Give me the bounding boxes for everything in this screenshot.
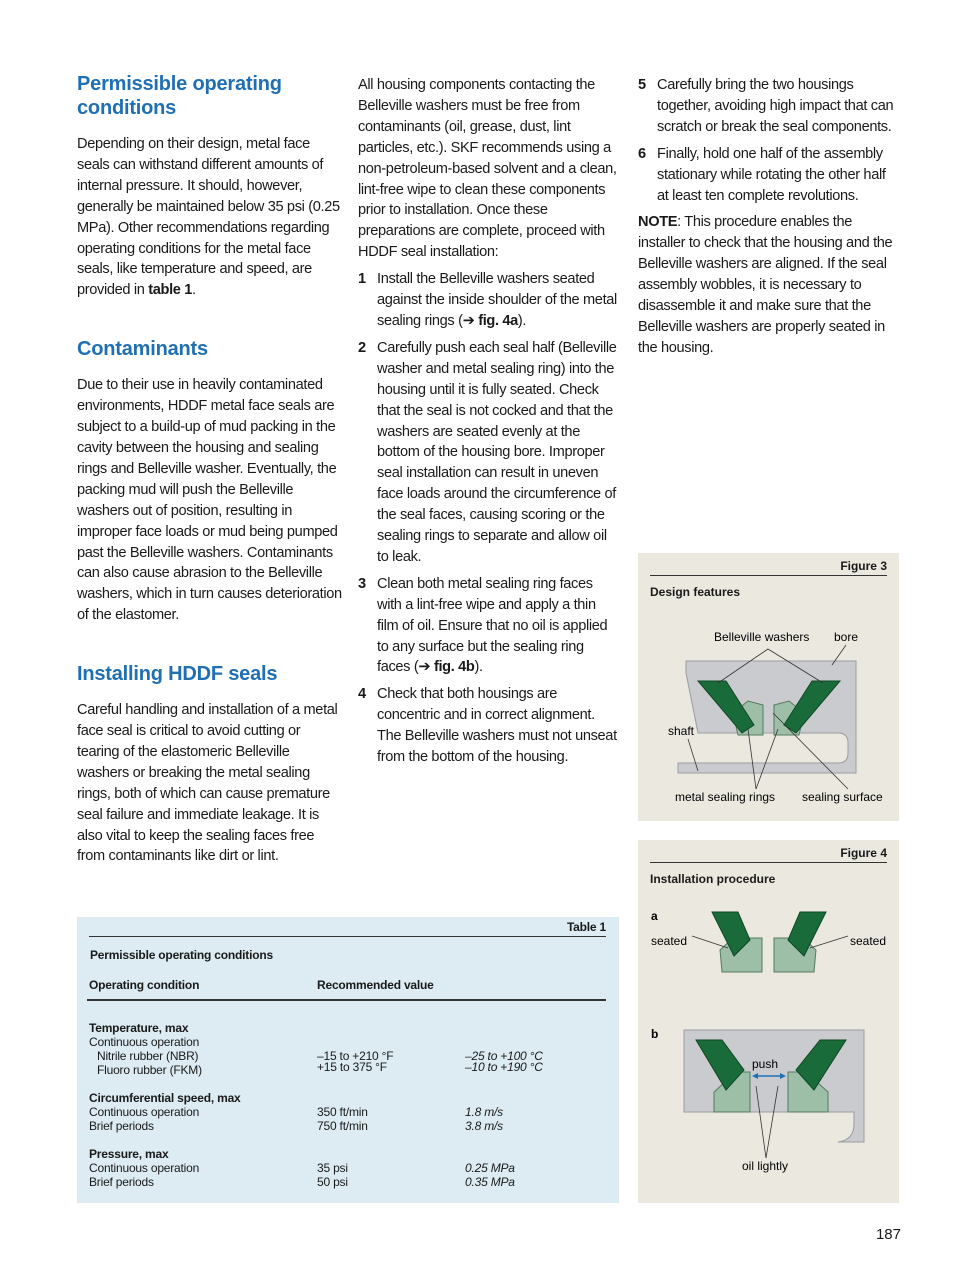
table-group-speed xyxy=(89,1091,609,1133)
paragraph-contaminants: Due to their use in heavily contaminated environments, HDDF metal face seals are subject to a build-up of mud packing in the cavity between the housing and sealing rings and Belleville washer. Eventually, the packing mud will push the Belleville washers out of position, resulting in improper face loads or mud being pumped past the Belleville washers. Contaminants can also cause abrasion to the Belleville washers, which in turn causes deterioration of the elastomer. xyxy=(77,377,342,624)
table-row: Nitrile rubber (NBR) –15 to +210 °F –25 to +100 °C xyxy=(97,1049,543,1063)
middle-column xyxy=(358,75,620,774)
table-row: Brief periods 50 psi 0.35 MPa xyxy=(89,1175,515,1189)
label-rings: metal sealing rings xyxy=(675,790,776,804)
installation-steps-list xyxy=(358,269,620,768)
paragraph-text: Depending on their design, metal face seals can withstand different amounts of internal pressure. It should, however, generally be maintained below 35 psi (0.25 MPa). Other recommendations regarding operating conditions for the metal face seals, like temperature and speed, are provided in xyxy=(77,136,340,299)
table-row: Continuous operation 350 ft/min 1.8 m/s xyxy=(89,1105,503,1119)
table-reference-link[interactable]: table 1 xyxy=(148,282,193,299)
label-oil: oil lightly xyxy=(742,1159,789,1173)
label-shaft: shaft xyxy=(668,724,695,738)
label-seated-right: seated xyxy=(850,934,887,948)
leader-line xyxy=(748,729,756,789)
figure-label: Figure 4 xyxy=(840,846,887,860)
panel-b-label: b xyxy=(651,1027,659,1041)
housing-shape xyxy=(678,661,856,773)
label-bore: bore xyxy=(834,630,859,644)
table-header-rule xyxy=(87,999,606,1001)
paragraph-housing-intro: All housing components contacting the Belleville washers must be free from contaminants (oil, grease, dust, lint particles, etc.). SKF recommends using a non-petroleum-based solvent and a clean, lint-free wipe to clean these components prior to installation. Once these preparations are complete, proceed with HDDF seal installation: xyxy=(358,77,617,261)
column-header-value: Recommended value xyxy=(317,978,434,992)
table-row: Fluoro rubber (FKM) +15 to 375 °F –10 to +190 °C xyxy=(97,1060,543,1077)
left-column xyxy=(77,72,342,867)
list-item: 3 Clean both metal sealing ring faces with a lint-free wipe and apply a thin film of oil. Ensure that no oil is applied to any surface but the sealing ring faces (➔ fig. 4b). xyxy=(358,575,608,676)
list-item: 2 Carefully push each seal half (Belleville washer and metal sealing ring) into the housing until it is fully seated. Check that the seal is not cocked and that the washers are seated evenly at the bottom of the housing bore. Improper seal installation can result in uneven face loads around the circumference of the seal faces, causing scoring or the sealing rings to separate and allow oil to leak. xyxy=(358,339,617,565)
right-column xyxy=(638,75,900,359)
table-1 xyxy=(77,917,619,1203)
heading-operating-conditions: Permissible operating conditions xyxy=(77,73,282,119)
panel-a-label: a xyxy=(651,909,658,923)
list-item: 4 Check that both housings are concentric and in correct alignment. The Belleville washers must not unseat from the bottom of the housing. xyxy=(358,686,617,766)
label-seated-left: seated xyxy=(651,934,688,948)
installation-procedure-diagram xyxy=(638,840,899,1203)
table-group-pressure xyxy=(89,1147,609,1189)
fig-reference-link[interactable]: ➔ fig. 4a xyxy=(462,312,518,329)
leader-line xyxy=(692,936,728,948)
paragraph-tail: . xyxy=(192,282,196,299)
leader-line xyxy=(756,729,778,789)
table-row: Brief periods 750 ft/min 3.8 m/s xyxy=(89,1119,503,1133)
table-title: Permissible operating conditions xyxy=(90,948,273,962)
paragraph-installing: Careful handling and installation of a metal face seal is critical to avoid cutting or tearing of the elastomeric Belleville washers or breaking the metal sealing rings, both of which can cause premature seal failure and immediate leakage. It is also vital to keep the sealing faces free from contaminants like dirt or lint. xyxy=(77,702,338,865)
group-heading: Temperature, max xyxy=(89,1021,189,1035)
column-header-condition: Operating condition xyxy=(89,978,200,992)
list-item: 5 Carefully bring the two housings together, avoiding high impact that can scratch or break the seal components. xyxy=(638,77,894,135)
figure-3 xyxy=(638,553,899,821)
figure-title: Installation procedure xyxy=(650,872,776,886)
group-heading: Pressure, max xyxy=(89,1147,169,1161)
table-row: Continuous operation 35 psi 0.25 MPa xyxy=(89,1161,515,1175)
note-label: NOTE xyxy=(638,214,678,231)
figure-label: Figure 3 xyxy=(840,559,887,573)
design-features-diagram xyxy=(638,553,899,821)
figure-title: Design features xyxy=(650,585,741,599)
table-body xyxy=(89,1021,609,1189)
page-number: 187 xyxy=(875,1226,901,1243)
note-paragraph: NOTE: This procedure enables the installer to check that the housing and the Belleville washers are aligned. If the seal assembly wobbles, it is necessary to disassemble it and make sure that the Belleville washers are properly seated in the housing. xyxy=(638,214,893,356)
table-top-rule xyxy=(89,936,606,937)
figure-4 xyxy=(638,840,899,1203)
group-heading: Circumferential speed, max xyxy=(89,1091,241,1105)
heading-contaminants: Contaminants xyxy=(77,338,208,361)
fig-reference-link[interactable]: ➔ fig. 4b xyxy=(418,659,475,676)
leader-line xyxy=(810,936,848,948)
label-surface: sealing surface xyxy=(802,790,883,804)
list-item: 6 Finally, hold one half of the assembly stationary while rotating the other half at least ten complete revolutions. xyxy=(638,145,886,204)
label-push: push xyxy=(752,1057,779,1071)
table-group-temperature xyxy=(89,1021,609,1077)
list-item: 1 Install the Belleville washers seated against the inside shoulder of the metal sealing rings (➔ fig. 4a). xyxy=(358,271,617,329)
label-belleville: Belleville washers xyxy=(714,630,810,644)
table-label: Table 1 xyxy=(566,920,606,934)
table-row: Continuous operation xyxy=(89,1035,200,1049)
heading-installing: Installing HDDF seals xyxy=(77,663,278,686)
paragraph-operating-conditions xyxy=(77,134,342,301)
installation-steps-list-continued xyxy=(638,75,900,206)
